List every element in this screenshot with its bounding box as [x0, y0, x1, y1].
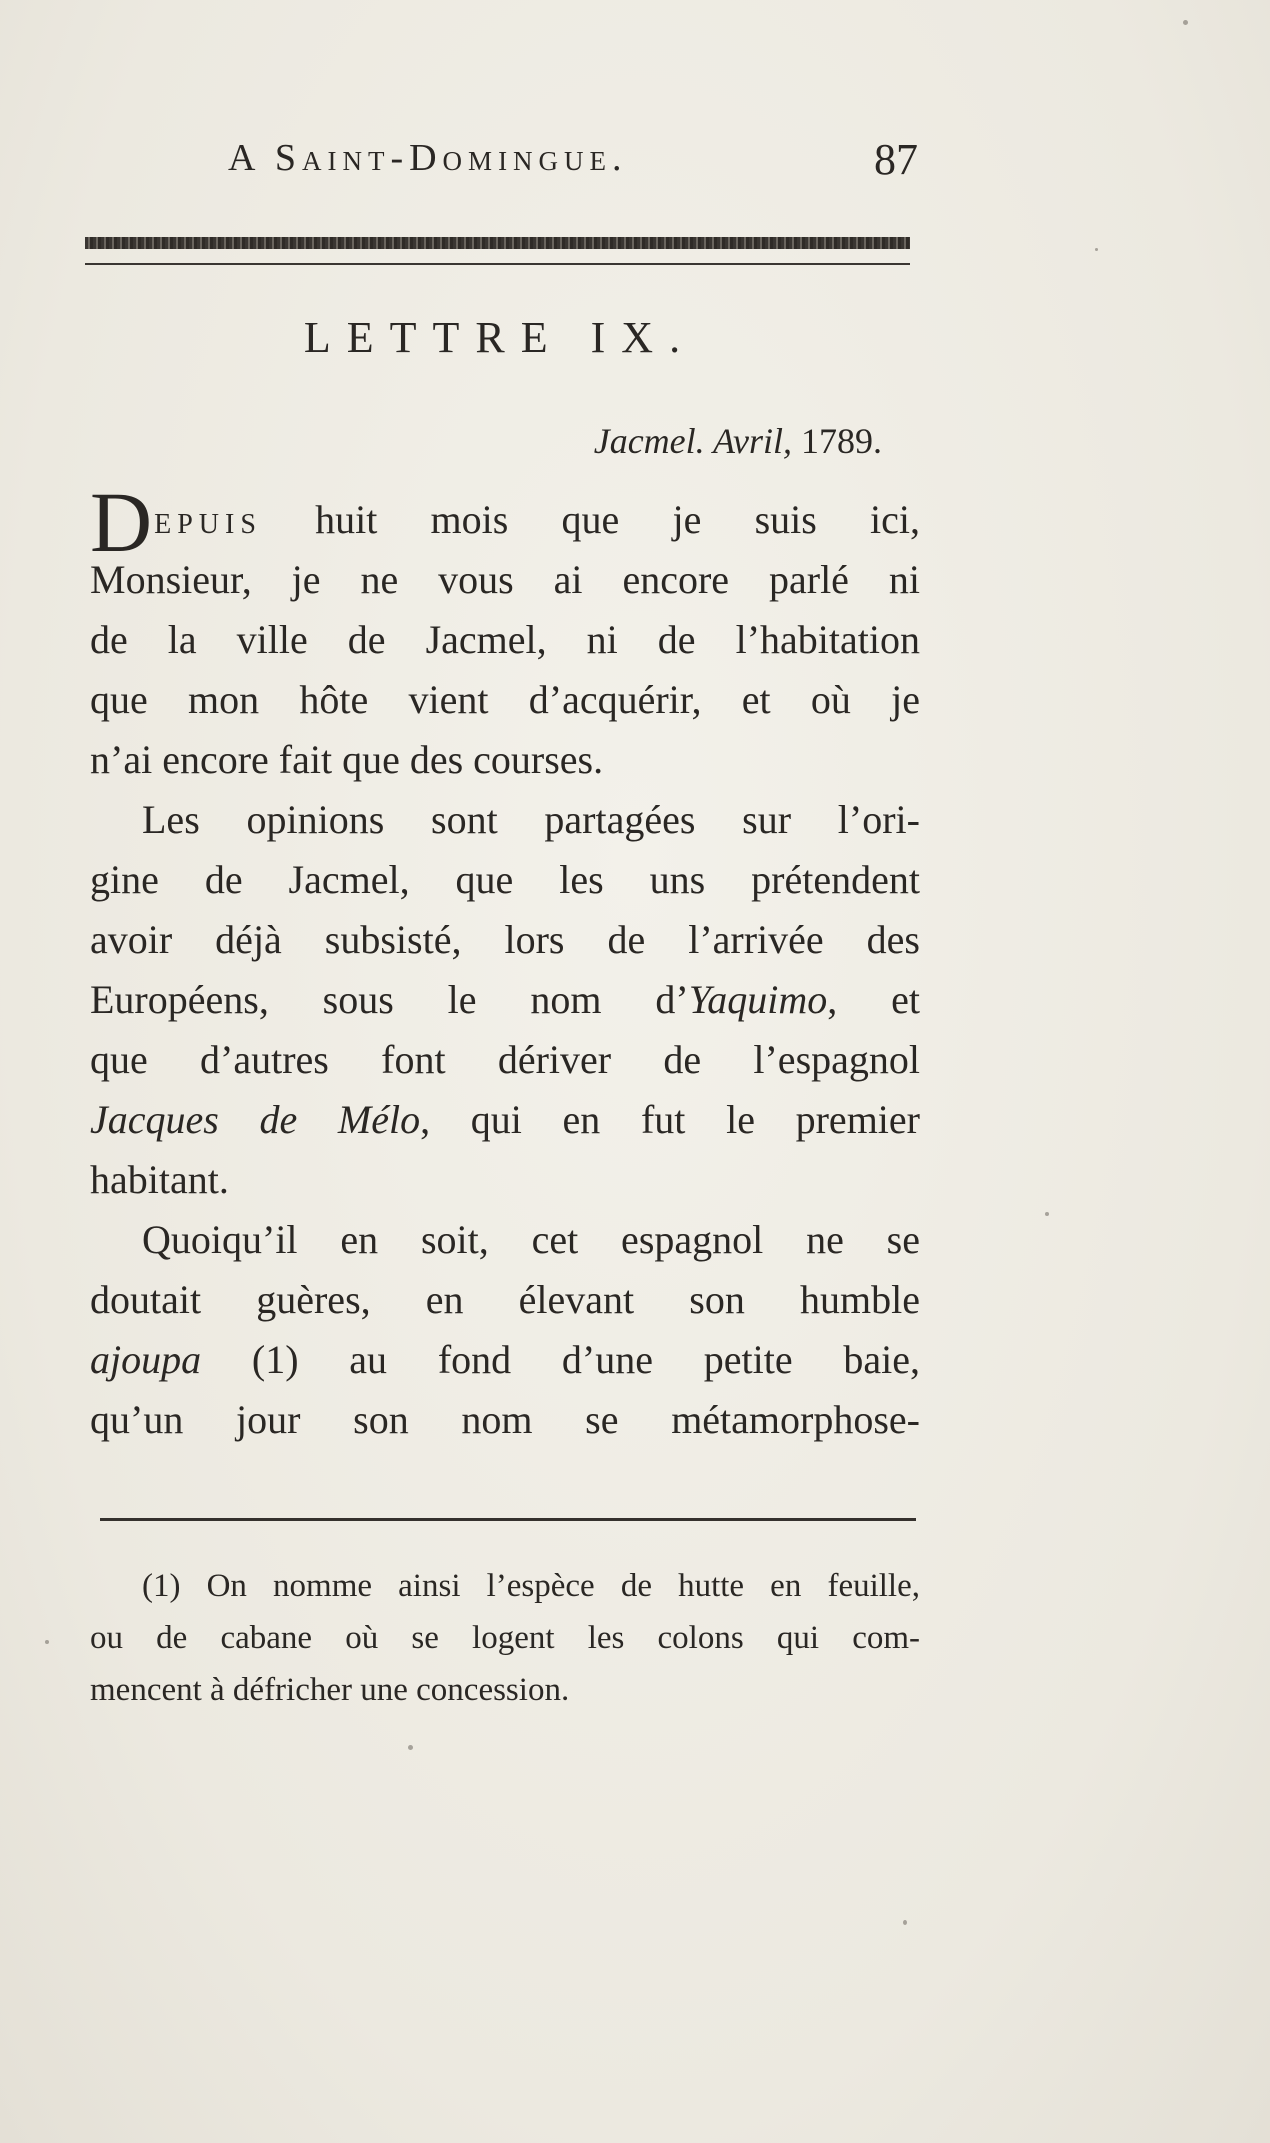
running-header — [228, 128, 928, 188]
line15-text: (1) au fond d’une petite baie, — [201, 1337, 920, 1382]
footnote-line-2: ou de cabane où se logent les colons qui com- — [90, 1620, 920, 1656]
paper-speck — [1095, 248, 1098, 251]
body-line-9 — [90, 970, 920, 1030]
paper-speck — [408, 1745, 413, 1750]
footnote-line-1: (1) On nomme ainsi l’espèce de hutte en feuille, — [142, 1568, 920, 1604]
line9-tail: , et — [827, 977, 920, 1022]
body-line-3: de la ville de Jacmel, ni de l’habitation — [90, 617, 920, 662]
footnote — [90, 1560, 920, 1716]
header-rule-thick — [85, 237, 910, 249]
jacques-italic: Jacques de Mélo — [90, 1097, 421, 1142]
footnote-rule — [100, 1518, 916, 1521]
dateline-year: 1789. — [801, 421, 882, 461]
paper-speck — [1045, 1212, 1049, 1216]
paper-speck — [1183, 20, 1188, 25]
body-line-1 — [90, 474, 920, 570]
header-rule-thin — [85, 263, 910, 265]
letter-body — [90, 474, 920, 1450]
dateline-place: Jacmel. Avril, — [593, 421, 801, 461]
body-line-10: que d’autres font dériver de l’espagnol — [90, 1037, 920, 1082]
body-line-14: doutait guères, en élevant son humble — [90, 1277, 920, 1322]
body-line-12: habitant. — [90, 1157, 229, 1202]
ajoupa-italic: ajoupa — [90, 1337, 202, 1382]
dateline — [0, 420, 882, 462]
body-line-13: Quoiqu’il en soit, cet espagnol ne se — [142, 1217, 920, 1262]
body-line-4: que mon hôte vient d’acquérir, et où je — [90, 677, 920, 722]
body-line-11 — [90, 1090, 920, 1150]
body-line-6: Les opinions sont partagées sur l’ori- — [142, 797, 920, 842]
body-line-7: gine de Jacmel, que les uns prétendent — [90, 857, 920, 902]
footnote-line-3: mencent à défricher une concession. — [90, 1672, 570, 1708]
line1-text: huit mois que je suis ici, — [261, 497, 920, 542]
body-line-5: n’ai encore fait que des courses. — [90, 737, 604, 782]
first-word-smallcaps: EPUIS — [154, 509, 262, 540]
page-number: 87 — [874, 135, 918, 184]
line9-text: Européens, sous le nom d’ — [90, 977, 689, 1022]
drop-cap: D — [90, 474, 153, 570]
paper-speck — [45, 1640, 49, 1644]
paper-speck — [903, 1920, 907, 1925]
line11-text: , qui en fut le premier — [420, 1097, 920, 1142]
body-line-15 — [90, 1330, 920, 1390]
body-line-2: Monsieur, je ne vous ai encore parlé ni — [90, 557, 920, 602]
running-title: A Saint-Domingue. — [228, 137, 628, 179]
body-line-16: qu’un jour son nom se métamorphose- — [90, 1397, 920, 1442]
letter-title: LETTRE IX. — [303, 313, 697, 362]
body-line-8: avoir déjà subsisté, lors de l’arrivée des — [90, 917, 920, 962]
yaquimo-italic: Yaquimo — [688, 977, 828, 1022]
